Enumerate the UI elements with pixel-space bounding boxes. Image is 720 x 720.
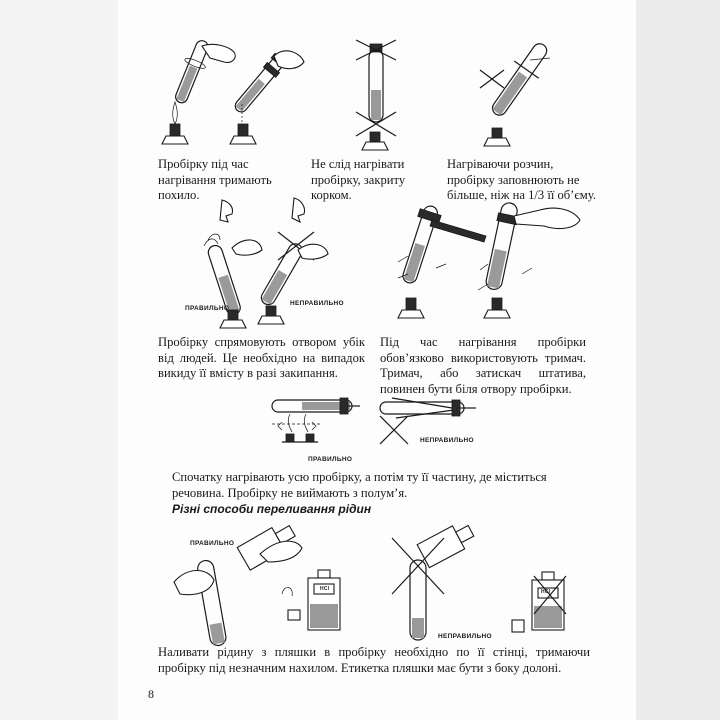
figure-corked-tube-crossed xyxy=(352,40,400,150)
caption-away-from-people: Пробірку спрямовують отвором убік від людей. Це необхідно на випадок викиду її вмісту в разі закипання. xyxy=(158,335,365,380)
caption-tube-holder: Під час нагрівання пробірки обов’язково використовують тримач. Тримач, або затискач штатива, повинен бути біля отвору пробірки. xyxy=(380,335,586,396)
label-incorrect: НЕПРАВИЛЬНО xyxy=(420,437,474,444)
figure-heat-whole-tube xyxy=(262,396,362,452)
label-hcl: HCl xyxy=(541,589,551,595)
page-number: 8 xyxy=(148,687,154,701)
page-edge-background xyxy=(636,0,720,720)
label-incorrect: НЕПРАВИЛЬНО xyxy=(438,633,492,640)
label-correct: ПРАВИЛЬНО xyxy=(190,540,235,547)
caption-heat-whole-tube: Спочатку нагрівають усю пробірку, а потім ту її частину, де міститься речовина. Пробірку не виймають з полум’я. xyxy=(172,470,547,500)
caption-tilted-tube: Пробірку під час нагрівання тримають похило. xyxy=(158,157,272,202)
label-incorrect: НЕПРАВИЛЬНО xyxy=(290,300,344,307)
caption-corked-tube: Не слід нагрівати пробірку, закриту корком. xyxy=(311,157,406,202)
section-title-pouring: Різні способи переливання рідин xyxy=(172,502,372,516)
caption-pouring-liquid: Наливати рідину з пляшки в пробірку необхідно по її стінці, тримаючи пробірку під незначним нахилом. Етикетка пляшки має бути з боку долоні. xyxy=(158,645,590,675)
label-hcl: HCl xyxy=(320,586,330,592)
figure-tube-holder xyxy=(388,198,588,324)
figure-pouring-incorrect xyxy=(386,522,586,646)
figure-tube-one-third-filled xyxy=(470,36,560,146)
label-correct: ПРАВИЛЬНО xyxy=(308,456,353,463)
figure-tube-tilted-heating xyxy=(158,36,308,148)
caption-one-third: Нагріваючи розчин, пробірку заповнюють не більше, ніж на 1/3 її об’єму. xyxy=(447,157,596,202)
label-correct: ПРАВИЛЬНО xyxy=(185,305,230,312)
